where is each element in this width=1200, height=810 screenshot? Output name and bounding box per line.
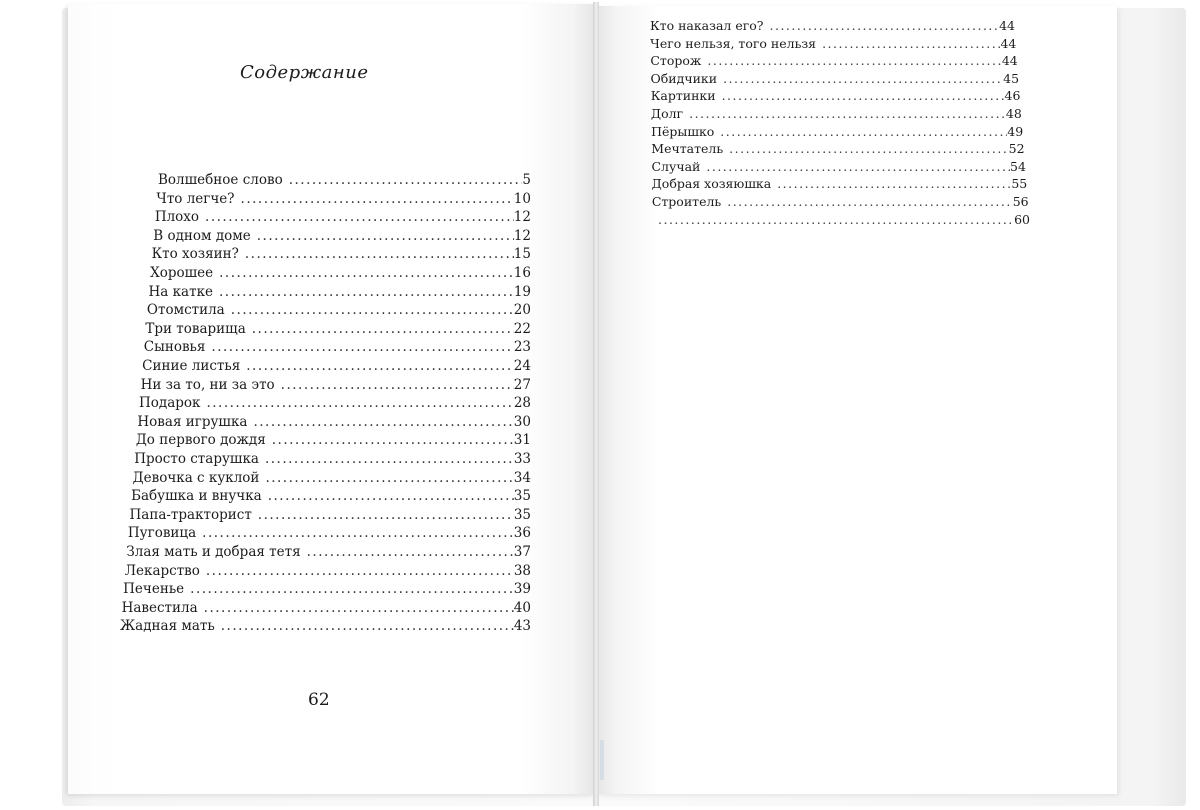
toc-entry-page: 33 (513, 451, 531, 467)
toc-entry-page: 49 (1007, 123, 1024, 139)
toc-entry-page: 46 (1004, 88, 1021, 104)
toc-entry-title: Три товарища (145, 320, 246, 337)
toc-entry (136, 432, 531, 448)
toc-entry (130, 507, 532, 523)
toc-entry-title: Кто хозяин? (151, 246, 239, 263)
toc-entry-page: 44 (1001, 53, 1018, 69)
toc-entry (125, 563, 531, 579)
toc-entry (122, 600, 531, 616)
toc-entry (131, 488, 531, 504)
toc-entry-title: На катке (148, 283, 213, 300)
toc-entry (126, 544, 531, 560)
toc-entry-title: Просто старушка (134, 451, 259, 467)
toc-leader-dots (206, 563, 514, 579)
toc-entry-title: Синие листья (142, 358, 241, 374)
toc-entry-title: Печенье (123, 581, 185, 598)
toc-entry-page: 39 (513, 581, 531, 598)
toc-entry (147, 302, 531, 318)
toc-entry-page: 31 (513, 432, 531, 449)
toc-entry-title: Строитель (651, 194, 722, 209)
toc-entry (651, 141, 1024, 156)
toc-leader-dots (204, 600, 514, 616)
toc-entry-page: 23 (513, 339, 531, 356)
toc-entry (139, 395, 531, 411)
toc-leader-dots (265, 470, 513, 486)
toc-leader-dots (206, 395, 513, 411)
toc-entry-page: 60 (1014, 211, 1030, 227)
toc-entry-page: 36 (513, 525, 531, 542)
toc-leader-dots (221, 618, 514, 634)
toc-leader-dots (723, 71, 1003, 86)
toc-leader-dots (246, 358, 514, 374)
toc-entry-title: Жадная мать (120, 618, 215, 635)
toc-leader-dots (252, 321, 514, 337)
page-title: Содержание (240, 62, 369, 83)
toc-right-list (0, 18, 1100, 280)
toc-leader-dots (265, 451, 514, 467)
toc-entry (145, 321, 531, 337)
toc-entry-title: Плохо (154, 209, 200, 226)
toc-entry-title: Волшебное слово (158, 172, 283, 188)
toc-leader-dots (211, 339, 513, 355)
toc-entry (651, 71, 1020, 86)
toc-entry-page: 19 (513, 283, 531, 300)
toc-leader-dots (307, 544, 514, 560)
toc-entry-page: 35 (513, 488, 531, 505)
toc-entry-title: Сторож (650, 53, 702, 69)
toc-leader-dots (219, 284, 514, 300)
toc-entry-page: 38 (513, 562, 531, 579)
toc-entry-page: 55 (1011, 176, 1028, 192)
toc-entry-page: 24 (513, 358, 531, 374)
toc-entry-title: Папа-тракторист (129, 506, 252, 523)
toc-entry-title: Подарок (139, 395, 201, 412)
toc-entry (134, 451, 531, 467)
toc-entry-page: 12 (513, 227, 531, 244)
toc-entry (652, 212, 1030, 227)
toc-entry-page: 20 (513, 302, 531, 319)
toc-entry-page: 43 (513, 618, 531, 635)
toc-entry-title: Ни за то, ни за это (140, 376, 275, 393)
toc-leader-dots (202, 525, 514, 541)
toc-entry-page: 56 (1012, 194, 1029, 209)
toc-entry-page: 35 (513, 506, 531, 523)
toc-leader-dots (729, 141, 1008, 156)
toc-entry (128, 525, 531, 541)
toc-leader-dots (231, 302, 514, 318)
toc-entry-page: 30 (513, 413, 531, 430)
toc-entry-title: Пёрышко (651, 123, 715, 139)
toc-entry-title: Кто наказал его? (650, 18, 764, 33)
toc-entry-page: 28 (513, 395, 531, 412)
toc-entry-page: 48 (1005, 106, 1022, 121)
toc-entry-title: Девочка с куклой (132, 469, 260, 486)
toc-entry-title: До первого дождя (135, 432, 266, 449)
toc-leader-dots (822, 36, 1000, 51)
toc-leader-dots (727, 194, 1013, 209)
toc-entry-page: 5 (522, 172, 531, 188)
toc-entry-page: 45 (1003, 70, 1020, 86)
toc-entry (142, 358, 531, 374)
toc-entry-page: 37 (513, 544, 531, 560)
toc-entry (141, 377, 531, 393)
toc-entry-title: Добрая хозяюшка (651, 176, 772, 192)
toc-entry-title: Бабушка и внучка (131, 488, 262, 505)
toc-leader-dots (281, 377, 514, 393)
toc-entry-title: Сыновья (143, 339, 206, 356)
toc-leader-dots (707, 53, 1001, 68)
toc-leader-dots (770, 18, 1000, 33)
toc-entry (123, 581, 531, 597)
toc-leader-dots (722, 88, 1005, 103)
toc-entry-page: 16 (513, 265, 531, 281)
toc-entry-title: Новая игрушка (137, 413, 248, 430)
toc-entry (651, 88, 1021, 103)
page-number: 62 (308, 690, 330, 710)
toc-leader-dots (258, 507, 514, 523)
toc-entry (120, 618, 531, 634)
toc-entry (133, 470, 531, 486)
toc-entry (652, 194, 1029, 209)
toc-entry (137, 414, 531, 430)
toc-leader-dots (268, 488, 514, 504)
toc-leader-dots (720, 124, 1007, 139)
toc-entry-page: 27 (513, 376, 531, 393)
toc-entry-title: Что легче? (156, 190, 235, 207)
toc-entry-page: 34 (513, 469, 531, 486)
toc-leader-dots (689, 106, 1006, 121)
toc-entry-title: Злая мать и добрая тетя (126, 544, 301, 560)
toc-entry-title: Пуговица (127, 525, 197, 542)
toc-leader-dots (253, 414, 513, 430)
toc-leader-dots (777, 176, 1011, 191)
toc-entry (650, 36, 1016, 51)
toc-entry-page: 52 (1008, 141, 1025, 157)
toc-leader-dots (658, 212, 1014, 227)
toc-entry (650, 18, 1015, 33)
toc-entry-title: Мечтатель (651, 141, 724, 157)
toc-entry-title: Чего нельзя, того нельзя (650, 35, 817, 51)
toc-entry-page: 44 (999, 18, 1015, 33)
toc-leader-dots (190, 581, 514, 597)
spine-edge (600, 740, 604, 780)
toc-entry (144, 339, 531, 355)
toc-entry-page: 22 (513, 320, 531, 337)
toc-entry (651, 159, 1025, 174)
toc-entry-title: Обидчики (650, 70, 718, 86)
toc-entry-title: Долг (650, 106, 684, 121)
toc-entry-title: Картинки (650, 88, 716, 104)
toc-entry-title: В одном доме (153, 227, 251, 244)
toc-entry-title: Лекарство (124, 562, 200, 579)
toc-leader-dots (272, 432, 514, 448)
toc-entry-page: 15 (513, 246, 531, 263)
toc-entry (149, 284, 532, 300)
toc-entry (652, 176, 1028, 191)
toc-entry-title: Отомстила (146, 302, 225, 319)
toc-entry-title: Хорошее (150, 265, 214, 281)
toc-entry-page: 12 (513, 209, 531, 226)
toc-entry (651, 124, 1023, 139)
toc-leader-dots (706, 159, 1010, 174)
toc-entry (651, 106, 1022, 121)
toc-entry-page: 44 (1000, 35, 1017, 51)
toc-entry (650, 53, 1017, 68)
toc-entry-page: 40 (513, 599, 531, 616)
toc-entry-page: 54 (1010, 158, 1026, 174)
toc-entry-title: Навестила (121, 599, 198, 616)
toc-entry-title: Случай (651, 158, 701, 174)
toc-entry-page: 10 (513, 190, 531, 207)
